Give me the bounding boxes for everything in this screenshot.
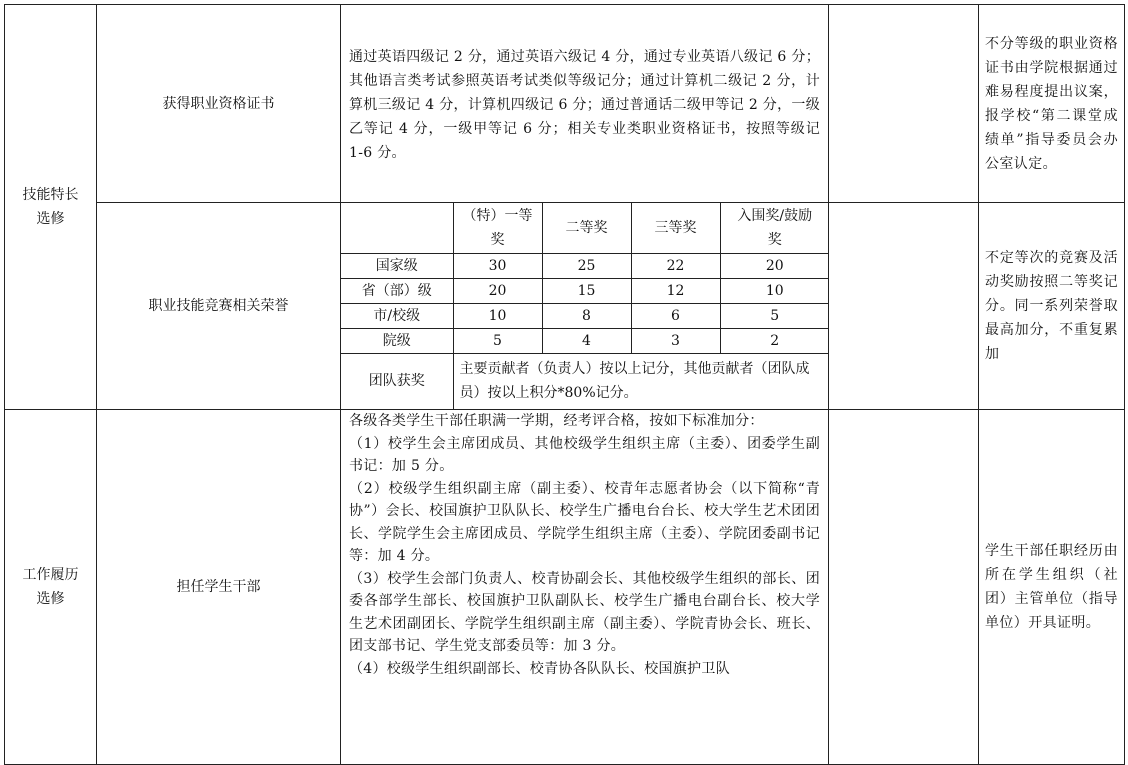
grid-score: 4	[542, 328, 631, 353]
blank-cell-student-cadre	[829, 410, 979, 765]
category-label-skills: 技能特长选修	[22, 187, 79, 227]
grid-level-name: 院级	[341, 328, 453, 353]
grid-score: 20	[453, 278, 542, 303]
grid-header-second-prize: 二等奖	[542, 203, 631, 253]
grid-score: 2	[720, 328, 829, 353]
category-cell-work	[5, 410, 97, 765]
grid-score: 8	[542, 303, 631, 328]
note-text-competition: 不定等次的竞赛及活动奖励按照二等奖记分。同一系列荣誉取最高加分，不重复累加	[985, 250, 1118, 362]
category-cell-skills	[5, 5, 97, 410]
grid-header-finalist-prize: 入围奖/鼓励奖	[720, 203, 829, 253]
cadre-line-1: （1）校学生会主席团成员、其他校级学生组织主席（主委）、团委学生副书记：加 5 分。	[349, 435, 820, 474]
grid-row-national	[341, 253, 829, 278]
grid-row-provincial	[341, 278, 829, 303]
table-row-certificate	[5, 5, 1125, 203]
evaluation-table-page	[4, 4, 1124, 763]
note-text-student-cadre: 学生干部任职经历由所在学生组织（社团）主管单位（指导单位）开具证明。	[985, 543, 1118, 631]
grid-level-name: 国家级	[341, 253, 453, 278]
item-cell-competition	[97, 203, 341, 410]
grid-score: 10	[453, 303, 542, 328]
grid-header-third-prize: 三等奖	[631, 203, 720, 253]
grid-header-first-prize: （特）一等奖	[453, 203, 542, 253]
cadre-line-2: （2）校级学生组织副主席（副主委）、校青年志愿者协会（以下简称“青协”）会长、校国旗护卫队队长、校学生广播电台台长、校大学生艺术团团长、学院学生会主席团成员、学院学生组织主席（主委）、学院团委副书记等：加 4 分。	[349, 480, 820, 564]
table-row-student-cadre	[5, 410, 1125, 765]
grid-score: 25	[542, 253, 631, 278]
item-cell-certificate	[97, 5, 341, 203]
grid-score: 5	[453, 328, 542, 353]
competition-grid-cell	[341, 203, 829, 410]
table-row-competition	[5, 203, 1125, 410]
grid-score: 30	[453, 253, 542, 278]
item-cell-student-cadre	[97, 410, 341, 765]
rule-cell-certificate	[341, 5, 829, 203]
grid-score: 10	[720, 278, 829, 303]
grid-score: 20	[720, 253, 829, 278]
grid-level-name: 市/校级	[341, 303, 453, 328]
blank-cell-certificate	[829, 5, 979, 203]
grid-score: 22	[631, 253, 720, 278]
rule-text-student-cadre	[341, 410, 828, 680]
rule-text-certificate: 通过英语四级记 2 分，通过英语六级记 4 分，通过专业英语八级记 6 分；其他语言类考试参照英语考试类似等级记分；通过计算机二级记 2 分，计算机三级记 4 分，计算机四级记 6 分；通过普通话二级甲等记 2 分，一级乙等记 4 分，一级甲等记 6 分；相关专业类职业资格证书，按照等级记 1-6 分。	[349, 48, 820, 161]
evaluation-table	[4, 4, 1125, 765]
category-label-work: 工作履历选修	[22, 567, 79, 607]
grid-team-label: 团队获奖	[341, 353, 453, 409]
rule-cell-student-cadre	[341, 410, 829, 765]
note-cell-competition	[979, 203, 1125, 410]
note-cell-student-cadre	[979, 410, 1125, 765]
cadre-line-3: （3）校学生会部门负责人、校青协副会长、其他校级学生组织的部长、团委各部学生部长、校国旗护卫队副队长、校学生广播电台副台长、校大学生艺术团副团长、学院学生组织副主席（副主委）、学院青协会长、班长、团支部书记、学生党支部委员等：加 3 分。	[349, 570, 820, 654]
item-label-student-cadre: 担任学生干部	[176, 579, 261, 595]
grid-team-rule: 主要贡献者（负责人）按以上记分，其他贡献者（团队成员）按以上积分*80%记分。	[453, 353, 829, 409]
grid-score: 15	[542, 278, 631, 303]
item-label-certificate: 获得职业资格证书	[162, 95, 275, 112]
grid-row-city-school	[341, 303, 829, 328]
note-cell-certificate	[979, 5, 1125, 203]
grid-score: 6	[631, 303, 720, 328]
cadre-line-4: （4）校级学生组织副部长、校青协各队队长、校国旗护卫队	[349, 660, 731, 677]
grid-header-corner	[341, 203, 453, 253]
competition-score-grid	[341, 203, 829, 409]
grid-header-row	[341, 203, 829, 253]
blank-cell-competition	[829, 203, 979, 410]
grid-level-name: 省（部）级	[341, 278, 453, 303]
grid-score: 5	[720, 303, 829, 328]
grid-row-college	[341, 328, 829, 353]
grid-row-team	[341, 353, 829, 409]
grid-score: 12	[631, 278, 720, 303]
grid-score: 3	[631, 328, 720, 353]
note-text-certificate: 不分等级的职业资格证书由学院根据通过难易程度提出议案，报学校“第二课堂成绩单”指导委员会办公室认定。	[985, 35, 1118, 172]
cadre-intro: 各级各类学生干部任职满一学期，经考评合格，按如下标准加分：	[349, 413, 764, 429]
item-label-competition: 职业技能竞赛相关荣誉	[148, 298, 289, 314]
